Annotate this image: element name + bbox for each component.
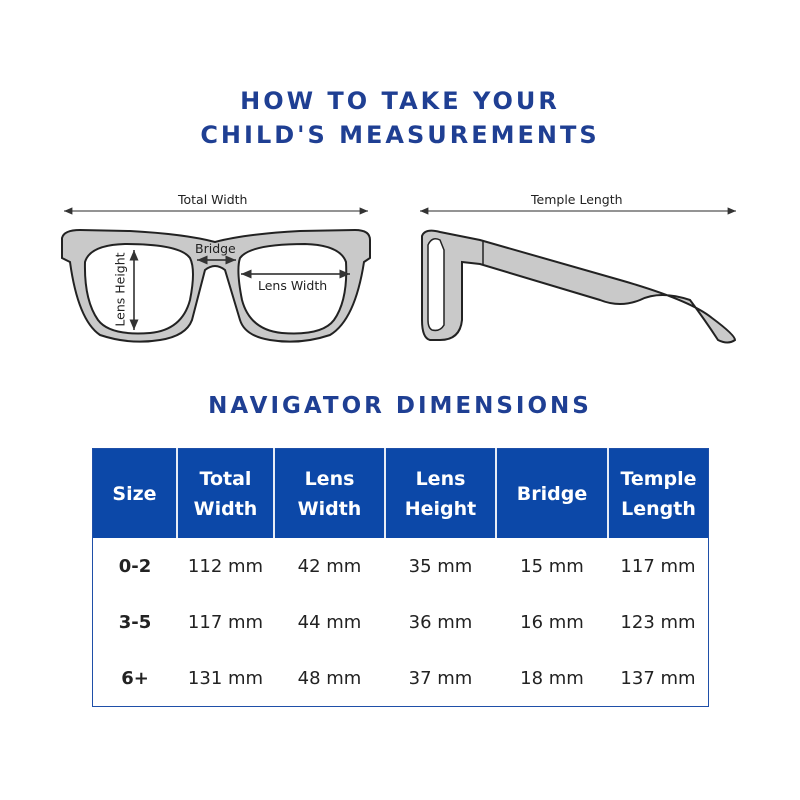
dimension-cell: 35 mm [408,555,473,577]
header-lens-width: Lens Width [274,449,385,539]
size-cell: 6+ [121,667,149,689]
dimension-cell: 48 mm [297,667,362,689]
dimension-cell: 137 mm [620,667,696,689]
dimension-cell: 112 mm [187,555,264,577]
dimension-cell: 123 mm [620,611,696,633]
header-total-width: Total Width [177,449,274,539]
dimension-cell: 44 mm [297,611,362,633]
size-cell: 0-2 [118,555,152,577]
size-cell: 3-5 [118,611,152,633]
temple-length-label: Temple Length [531,192,623,207]
dimension-cell: 37 mm [408,667,473,689]
bridge-label: Bridge [195,241,236,256]
table-row [93,594,709,650]
header-bridge: Bridge [496,449,608,539]
dimension-cell: 117 mm [620,555,696,577]
total-width-label: Total Width [178,192,248,207]
dimension-cell: 117 mm [187,611,264,633]
table-row [93,650,709,707]
dimension-cell: 16 mm [520,611,584,633]
table-header-row [93,449,709,539]
lens-width-label: Lens Width [258,278,328,293]
header-lens-height: Lens Height [385,449,496,539]
title-line-2: CHILD'S MEASUREMENTS [200,121,600,149]
dimensions-table [92,448,709,707]
dimension-cell: 18 mm [520,667,584,689]
dimension-cell: 42 mm [297,555,362,577]
header-size: Size [93,449,178,539]
section-title: NAVIGATOR DIMENSIONS [208,393,592,419]
title-line-1: HOW TO TAKE YOUR [240,87,560,115]
side-frame [422,231,735,343]
dimension-cell: 15 mm [520,555,584,577]
dimension-cell: 131 mm [187,667,264,689]
table-row [93,538,709,594]
dimension-cell: 36 mm [408,611,473,633]
lens-height-label: Lens Height [112,252,128,327]
header-temple-length: Temple Length [608,449,709,539]
left-lens [85,244,193,333]
